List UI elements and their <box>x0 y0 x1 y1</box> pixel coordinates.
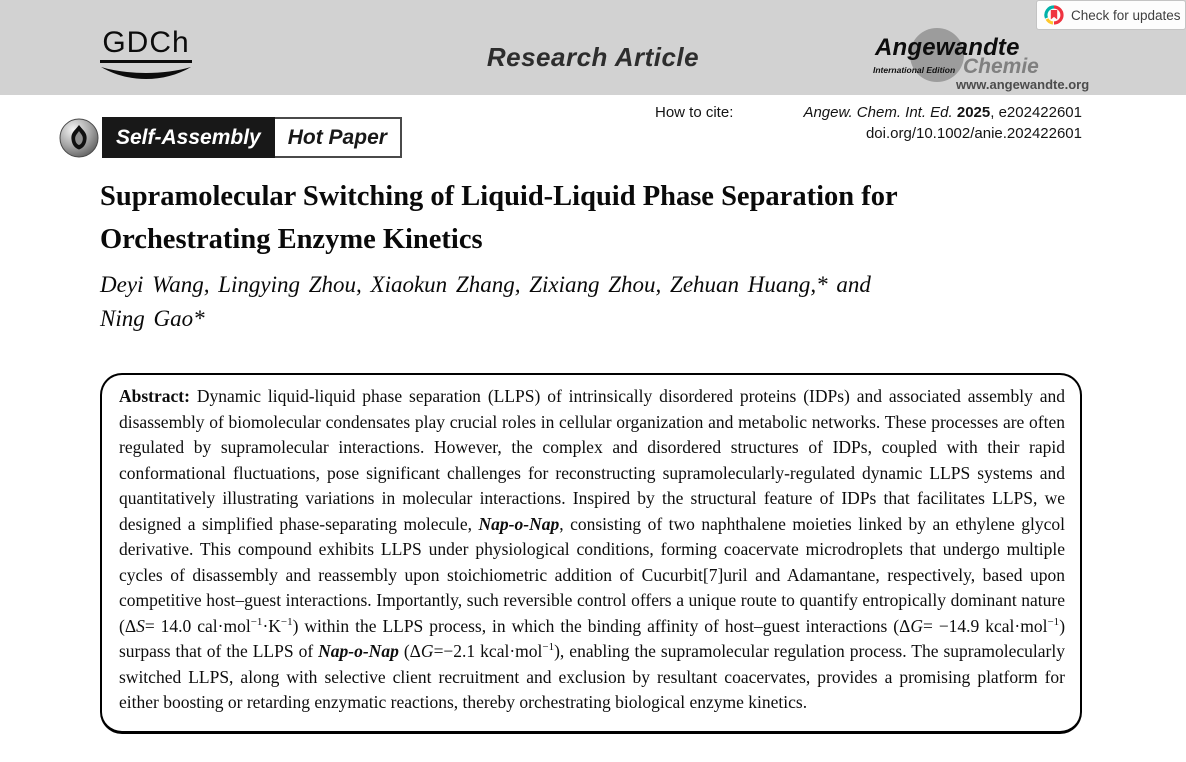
abstract-box <box>100 373 1082 734</box>
citation-doi-link[interactable]: doi.org/10.1002/anie.202422601 <box>865 125 1082 142</box>
citation-block <box>655 102 1082 144</box>
journal-website-link[interactable]: www.angewandte.org <box>956 77 1090 92</box>
authors-line-1: Deyi Wang, Lingying Zhou, Xiaokun Zhang, Zixiang Zhou, Zehuan Huang,* and <box>100 272 871 297</box>
check-updates-label: Check for updates <box>1071 7 1181 23</box>
flame-icon <box>59 118 99 158</box>
article-authors <box>100 268 1040 336</box>
title-line-2: Orchestrating Enzyme Kinetics <box>100 224 483 255</box>
badge-row <box>59 117 402 158</box>
article-title <box>100 175 1040 261</box>
check-updates-button[interactable] <box>1036 0 1186 30</box>
how-to-cite-label: How to cite: <box>655 104 734 121</box>
citation-reference: Angew. Chem. Int. Ed. 2025, e202422601 <box>803 104 1082 121</box>
title-line-1: Supramolecular Switching of Liquid-Liquid Phase Separation for <box>100 181 898 212</box>
category-badge: Self-Assembly <box>102 117 275 158</box>
journal-chemie-label: Chemie <box>963 55 1039 78</box>
journal-edition-label: International Edition <box>873 65 956 75</box>
angewandte-logo <box>855 20 1105 95</box>
hot-paper-badge: Hot Paper <box>275 117 402 158</box>
gdch-wordmark: GDCh <box>100 28 191 63</box>
authors-line-2: Ning Gao* <box>100 306 205 331</box>
header-band <box>0 0 1186 95</box>
journal-name: Angewandte <box>875 34 1020 61</box>
article-type-label: Research Article <box>486 42 700 72</box>
crossmark-icon <box>1044 5 1064 25</box>
abstract-text: Abstract: Dynamic liquid-liquid phase separation (LLPS) of intrinsically disordered proteins (IDPs) and associated assembly and disassembly of biomolecular condensates play crucial roles in cellular organization and metabolic networks. These processes are often regulated by supramolecular interactions. However, the complex and disordered structures of IDPs, coupled with their rapid conformational fluctuations, pose significant challenges for reconstructing supramolecularly-regulated dynamic LLPS systems and quantitatively illustrating variations in molecular interactions. Inspired by the structural feature of IDPs that facilitates LLPS, we designed a simplified phase-separating molecule, Nap-o-Nap, consisting of two naphthalene moieties linked by an ethylene glycol derivative. This compound exhibits LLPS under physiological conditions, forming coacervate microdroplets that undergo multiple cycles of disassembly and reassembly upon stoichiometric addition of Cucurbit[7]uril and Adamantane, respectively, based upon competitive host–guest interactions. Importantly, such reversible control offers a unique route to quantify entropically dominant nature (ΔS= 14.0 $cal\cdot mol^{-1}\cdot K^{-1}$) within the LLPS process, in which the binding affinity of host–guest interactions (ΔG= −14.9 kcal·mol$^{-1}$) surpass that of the LLPS of Nap-o-Nap (ΔG=−2.1 kcal·mol$^{-1}$), enabling the supramolecular regulation process. The supramolecularly switched LLPS, along with selective client recruitment and exclusion by resultant coacervates, provides a promising platform for either boosting or retarding enzymatic reactions, thereby orchestrating biological enzyme kinetics. <box>119 386 1066 712</box>
